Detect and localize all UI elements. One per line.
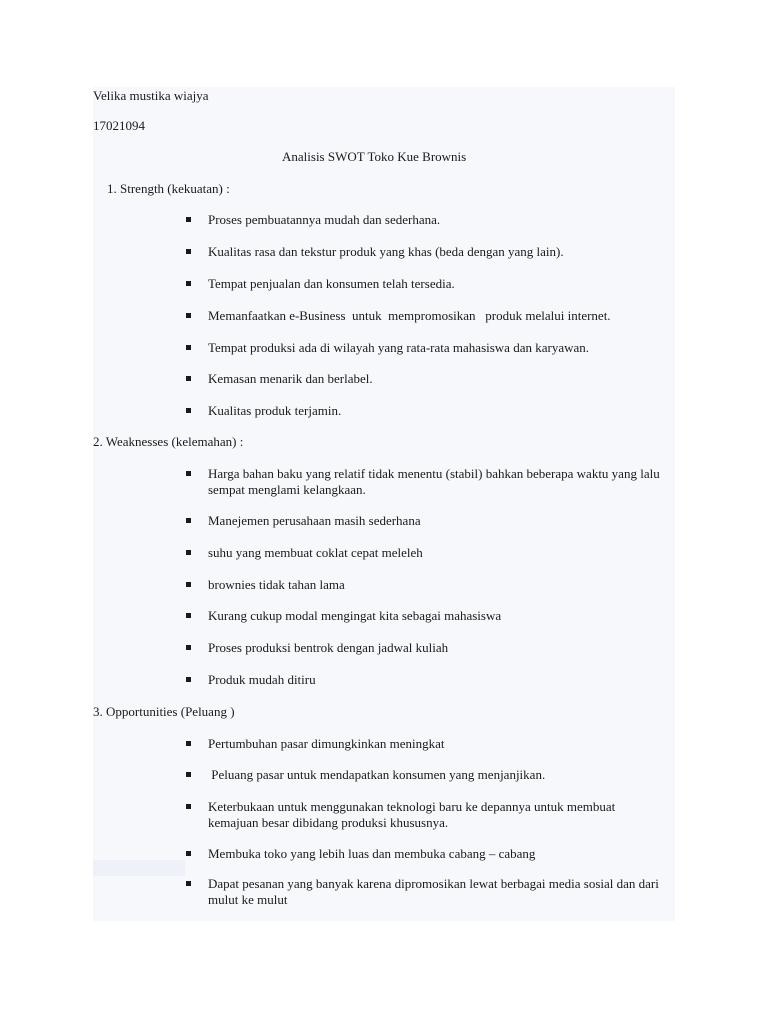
- list-item: Dapat pesanan yang banyak karena dipromosikan lewat berbagai media sosial dan dari mulut ke mulut: [186, 876, 666, 908]
- list-item: Pertumbuhan pasar dimungkinkan meningkat: [186, 736, 666, 752]
- bullet-icon: [186, 518, 191, 523]
- list-item: Peluang pasar untuk mendapatkan konsumen yang menjanjikan.: [186, 767, 666, 783]
- list-item: Kualitas produk terjamin.: [186, 403, 666, 419]
- bullet-icon: [186, 772, 191, 777]
- list-item: Harga bahan baku yang relatif tidak menentu (stabil) bahkan beberapa waktu yang lalu sempat menglami kelangkaan.: [186, 466, 666, 498]
- bullet-icon: [186, 249, 191, 254]
- bullet-icon: [186, 881, 191, 886]
- bullet-icon: [186, 345, 191, 350]
- table-shading-side: [93, 860, 185, 876]
- list-item: suhu yang membuat coklat cepat meleleh: [186, 545, 666, 561]
- bullet-icon: [186, 645, 191, 650]
- bullet-icon: [186, 804, 191, 809]
- list-item: Proses produksi bentrok dengan jadwal kuliah: [186, 640, 666, 656]
- list-item: Proses pembuatannya mudah dan sederhana.: [186, 212, 666, 228]
- section-heading-strength: 1. Strength (kekuatan) :: [107, 181, 230, 196]
- bullet-icon: [186, 613, 191, 618]
- bullet-icon: [186, 376, 191, 381]
- section-heading-weaknesses: 2. Weaknesses (kelemahan) :: [93, 434, 244, 449]
- author-name: Velika mustika wiajya: [93, 88, 209, 103]
- bullet-icon: [186, 741, 191, 746]
- bullet-icon: [186, 281, 191, 286]
- list-item: Manejemen perusahaan masih sederhana: [186, 513, 666, 529]
- list-item: brownies tidak tahan lama: [186, 577, 666, 593]
- document-title: Analisis SWOT Toko Kue Brownis: [282, 149, 467, 164]
- list-item: Kurang cukup modal mengingat kita sebagai mahasiswa: [186, 608, 666, 624]
- list-item: Produk mudah ditiru: [186, 672, 666, 688]
- bullet-icon: [186, 313, 191, 318]
- list-item: Kualitas rasa dan tekstur produk yang khas (beda dengan yang lain).: [186, 244, 666, 260]
- list-item: Membuka toko yang lebih luas dan membuka cabang – cabang: [186, 846, 666, 862]
- bullet-icon: [186, 217, 191, 222]
- bullet-icon: [186, 408, 191, 413]
- list-item: Memanfaatkan e-Business untuk mempromosikan produk melalui internet.: [186, 308, 666, 324]
- list-item: Tempat penjualan dan konsumen telah tersedia.: [186, 276, 666, 292]
- bullet-icon: [186, 851, 191, 856]
- list-item: Tempat produksi ada di wilayah yang rata-rata mahasiswa dan karyawan.: [186, 340, 666, 356]
- bullet-icon: [186, 550, 191, 555]
- student-id: 17021094: [93, 118, 145, 133]
- list-item: Kemasan menarik dan berlabel.: [186, 371, 666, 387]
- bullet-icon: [186, 471, 191, 476]
- bullet-icon: [186, 582, 191, 587]
- list-item: Keterbukaan untuk menggunakan teknologi baru ke depannya untuk membuat kemajuan besar dibidang produksi khususnya.: [186, 799, 666, 831]
- section-heading-opportunities: 3. Opportunities (Peluang ): [93, 704, 235, 719]
- bullet-icon: [186, 677, 191, 682]
